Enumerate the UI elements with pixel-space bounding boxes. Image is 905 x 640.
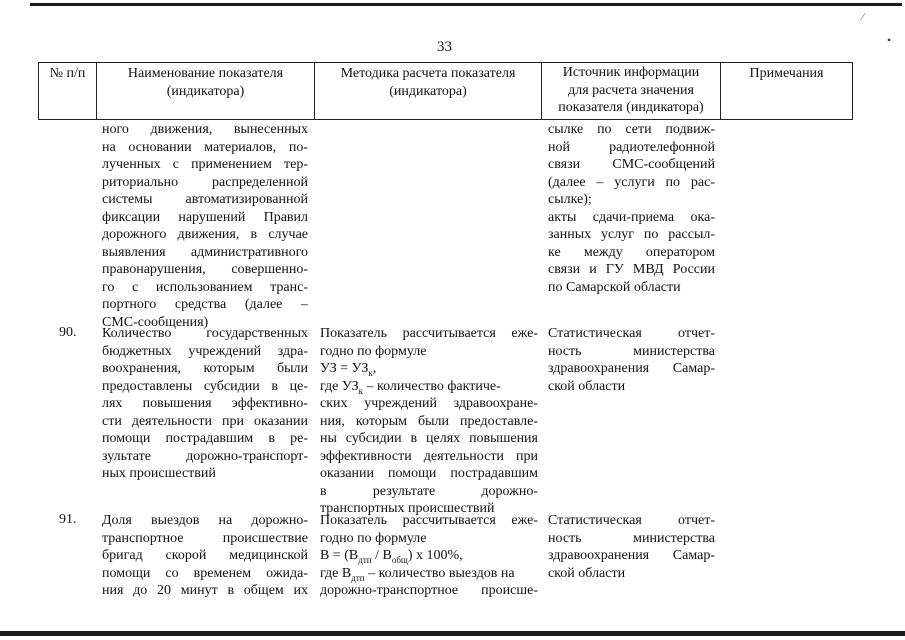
row-source-cell: Статистическая отчет- ность министерства здравоохранения Самар- ской области xyxy=(548,513,715,581)
bottom-rule xyxy=(0,631,905,636)
row-number: 91. xyxy=(59,512,77,527)
header-num: № п/п xyxy=(38,62,97,120)
row-source-cell: Статистическая отчет- ность министерства здравоохранения Самар- ской области xyxy=(548,326,715,394)
header-method: Методика расчета показателя (индикатора) xyxy=(314,62,542,120)
row-name-cell: Доля выездов на дорожно- транспортное происшествие бригад скорой медицинской помощи со временем ожида- ния до 20 минут в общем их xyxy=(102,513,308,598)
continuation-source-cell: сылке по сети подвиж- ной радиотелефонной связи СМС-сообщений (далее – услуги по рас- сылке); акты сдачи-приема ока- занных услуг по рассыл- ке между оператором связи и ГУ МВД России по Самарской области xyxy=(548,122,715,295)
top-rule xyxy=(30,3,902,6)
margin-mark: • xyxy=(887,33,892,47)
header-notes: Примечания xyxy=(720,62,853,120)
header-name: Наименование показателя (индикатора) xyxy=(96,62,315,120)
continuation-name-cell: ного движения, вынесенных на основании материалов, по- лученных с применением тер- риториально распределенной системы автоматизированной фиксации нарушений Правил дорожного движения, в случае выявления административного правонарушения, совершенно- го с использованием транс- портного средства (далее – СМС-сообщения) xyxy=(102,122,308,330)
row-method-cell: Показатель рассчитывается еже- годно по формуле $В = (В_{дтп} / В_{общ})$ х 100%, где $В_{дтп}$ – количество выездов на дорожно-транспортное происше- xyxy=(320,513,538,598)
header-source: Источник информации для расчета значения показателя (индикатора) xyxy=(541,62,721,120)
row-number: 90. xyxy=(59,325,77,340)
row-method-cell: Показатель рассчитывается еже- годно по формуле УЗ = $УЗ_к$, где $УЗ_к$ – количество фактиче- ских учреждений здравоохране- ния, которым были предоставле- ны субсидии в целях повышения эффективности деятельности при оказании помощи пострадавшим в результате дорожно- транспортных происшествий xyxy=(320,326,538,516)
margin-mark: ⁄ xyxy=(862,12,864,23)
row-name-cell: Количество государственных бюджетных учреждений здра- воохранения, которым были предоставлены субсидии в це- лях повышения эффективно- сти деятельности при оказании помощи пострадавшим в ре- зультате дорожно-транспорт- ных происшествий xyxy=(102,326,308,481)
page-number: 33 xyxy=(437,39,452,55)
formula: УЗ = $УЗ_к$, xyxy=(320,361,377,378)
formula: $В = (В_{дтп} / В_{общ})$ х 100%, xyxy=(320,548,463,565)
